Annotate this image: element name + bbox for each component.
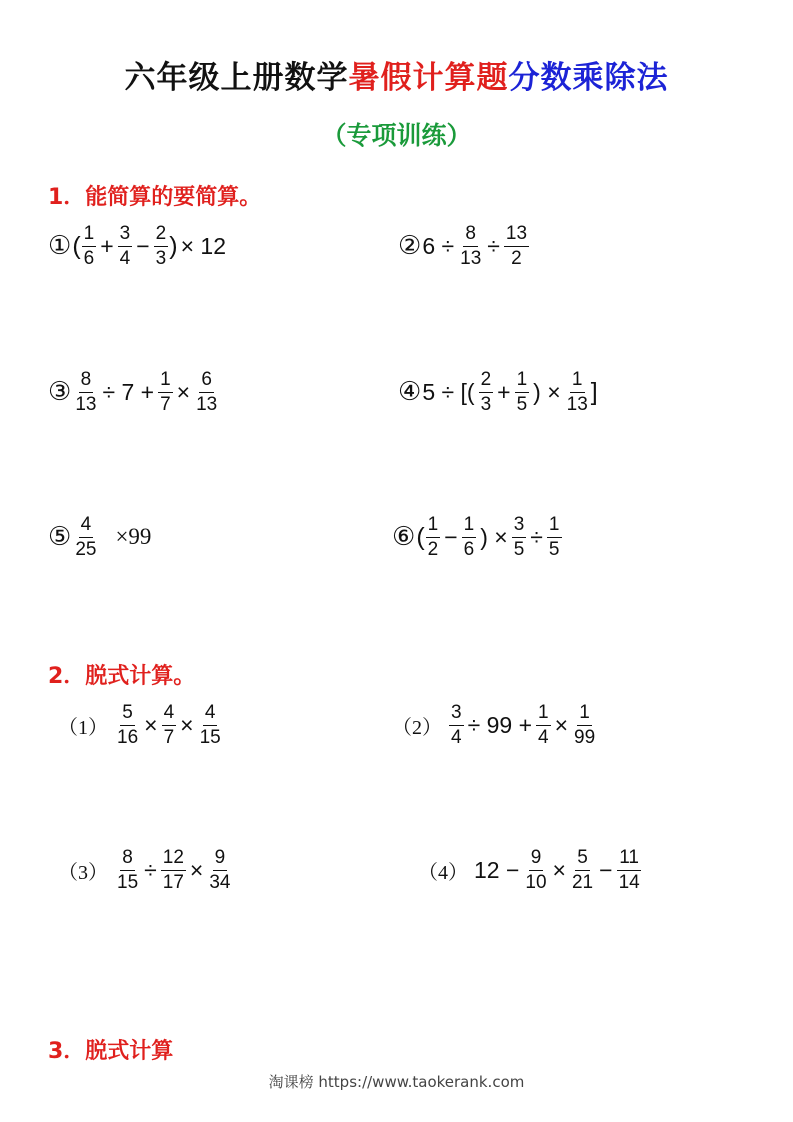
title-summer: 暑假计算题	[348, 60, 509, 96]
fraction	[479, 370, 494, 415]
denominator: 16	[117, 726, 139, 748]
fraction	[158, 370, 173, 415]
fraction	[515, 370, 530, 415]
denominator: 25	[75, 538, 97, 560]
operator: ×	[554, 711, 569, 738]
numerator: 9	[213, 848, 228, 871]
page-subtitle: （专项训练）	[321, 121, 472, 150]
operator: −	[599, 856, 613, 883]
fraction	[115, 848, 140, 893]
fraction	[118, 224, 133, 269]
page-title	[0, 52, 793, 97]
operator: 5 ÷ [(	[422, 378, 475, 405]
denominator: 15	[199, 726, 221, 748]
operator: ×	[180, 711, 194, 738]
denominator: 4	[119, 247, 131, 269]
operator: 6 ÷	[422, 232, 455, 259]
s2-problem-4	[418, 848, 643, 893]
denominator: 21	[571, 871, 594, 893]
numerator: 1	[426, 515, 441, 538]
operator: ×99	[115, 524, 152, 550]
numerator: 1	[82, 224, 97, 247]
circled-number: ⑥	[392, 522, 416, 553]
numerator: 3	[512, 515, 527, 538]
problem-label: （4）	[418, 861, 468, 884]
operator: −	[444, 523, 458, 550]
denominator: 13	[196, 393, 218, 415]
denominator: 2	[427, 538, 439, 560]
fraction	[617, 848, 642, 893]
s2-problem-3	[58, 848, 233, 893]
operator: ÷ 7 +	[102, 378, 155, 405]
circled-number: ④	[398, 377, 422, 408]
circled-number: ②	[398, 231, 422, 262]
operator: +	[497, 378, 511, 405]
numerator: 9	[529, 848, 544, 871]
fraction	[73, 515, 98, 560]
operator: ÷ 99 +	[467, 711, 532, 738]
denominator: 6	[83, 247, 95, 269]
fraction	[161, 848, 186, 893]
fraction	[565, 370, 590, 415]
fraction	[115, 703, 140, 748]
numerator: 4	[203, 703, 218, 726]
fraction	[207, 848, 232, 893]
denominator: 6	[463, 538, 475, 560]
fraction	[426, 515, 441, 560]
fraction	[536, 703, 551, 748]
numerator: 1	[536, 703, 551, 726]
fraction	[512, 515, 527, 560]
numerator: 1	[158, 370, 173, 393]
numerator: 5	[575, 848, 590, 871]
fraction	[154, 224, 169, 269]
s1-problem-6	[392, 515, 563, 560]
fraction	[458, 224, 483, 269]
fraction	[570, 848, 595, 893]
operator: ×	[144, 711, 158, 738]
fraction	[547, 515, 562, 560]
paren-open: (	[416, 522, 425, 551]
operator: ÷	[530, 523, 543, 550]
operator: ÷	[144, 856, 157, 883]
numerator: 8	[120, 848, 135, 871]
fraction	[73, 370, 98, 415]
operator: × 12	[180, 232, 226, 259]
fraction	[523, 848, 548, 893]
denominator: 34	[209, 871, 231, 893]
fraction	[194, 370, 219, 415]
denominator: 99	[574, 726, 596, 748]
numerator: 8	[463, 224, 478, 247]
denominator: 3	[480, 393, 492, 415]
s2-problem-2	[392, 703, 598, 748]
problem-label: （3）	[58, 861, 108, 884]
numerator: 5	[120, 703, 135, 726]
paren-close: )	[169, 231, 178, 260]
s1-problem-3	[48, 370, 220, 415]
denominator: 5	[513, 538, 525, 560]
s1-problem-4	[398, 370, 598, 415]
denominator: 13	[566, 393, 588, 415]
denominator: 7	[163, 726, 175, 748]
numerator: 1	[547, 515, 562, 538]
problem-label: （2）	[392, 716, 442, 739]
denominator: 14	[618, 871, 640, 893]
operator: ) ×	[480, 523, 508, 550]
fraction	[162, 703, 177, 748]
denominator: 15	[117, 871, 139, 893]
denominator: 7	[160, 393, 171, 415]
numerator: 6	[199, 370, 214, 393]
numerator: 1	[515, 370, 530, 393]
s1-problem-5	[48, 515, 154, 560]
denominator: 5	[548, 538, 560, 560]
s1-problem-2	[398, 224, 530, 269]
denominator: 13	[75, 393, 97, 415]
operator: 12 −	[474, 856, 520, 883]
section-1-heading: 1．能简算的要简算。	[48, 185, 262, 210]
numerator: 2	[154, 224, 169, 247]
operator: ×	[176, 378, 191, 405]
operator: +	[100, 232, 114, 259]
circled-number: ①	[48, 231, 72, 262]
operator: −	[136, 232, 150, 259]
fraction	[504, 224, 529, 269]
numerator: 3	[449, 703, 464, 726]
denominator: 4	[451, 726, 462, 748]
fraction	[82, 224, 97, 269]
numerator: 1	[462, 515, 477, 538]
bracket-close: ]	[590, 377, 598, 406]
title-topic: 分数乘除法	[508, 60, 669, 96]
denominator: 10	[525, 871, 547, 893]
paren-open: (	[72, 231, 81, 260]
circled-number: ⑤	[48, 522, 72, 553]
numerator: 4	[79, 515, 94, 538]
problem-label: （1）	[58, 716, 108, 739]
denominator: 13	[460, 247, 482, 269]
s1-problem-1	[48, 224, 229, 269]
operator: ×	[189, 856, 204, 883]
denominator: 3	[155, 247, 167, 269]
numerator: 8	[79, 370, 94, 393]
s2-problem-1	[58, 703, 224, 748]
denominator: 2	[511, 247, 522, 269]
fraction	[198, 703, 223, 748]
numerator: 13	[504, 224, 529, 247]
numerator: 11	[617, 848, 641, 871]
numerator: 1	[577, 703, 592, 726]
operator: ×	[552, 856, 566, 883]
denominator: 17	[162, 871, 184, 893]
section-3-heading: 3．脱式计算	[48, 1039, 174, 1064]
numerator: 12	[161, 848, 186, 871]
fraction	[462, 515, 477, 560]
fraction	[572, 703, 597, 748]
circled-number: ③	[48, 377, 72, 408]
numerator: 2	[479, 370, 494, 393]
title-grade: 六年级上册数学	[124, 60, 349, 96]
numerator: 1	[570, 370, 585, 393]
footer-watermark: 淘课榜 https://www.taokerank.com	[268, 1073, 525, 1091]
section-2-heading: 2．脱式计算。	[48, 664, 196, 689]
denominator: 5	[516, 393, 528, 415]
numerator: 4	[162, 703, 177, 726]
numerator: 3	[118, 224, 133, 247]
operator: ÷	[487, 232, 500, 259]
operator: ) ×	[533, 378, 561, 405]
fraction	[449, 703, 464, 748]
denominator: 4	[538, 726, 549, 748]
